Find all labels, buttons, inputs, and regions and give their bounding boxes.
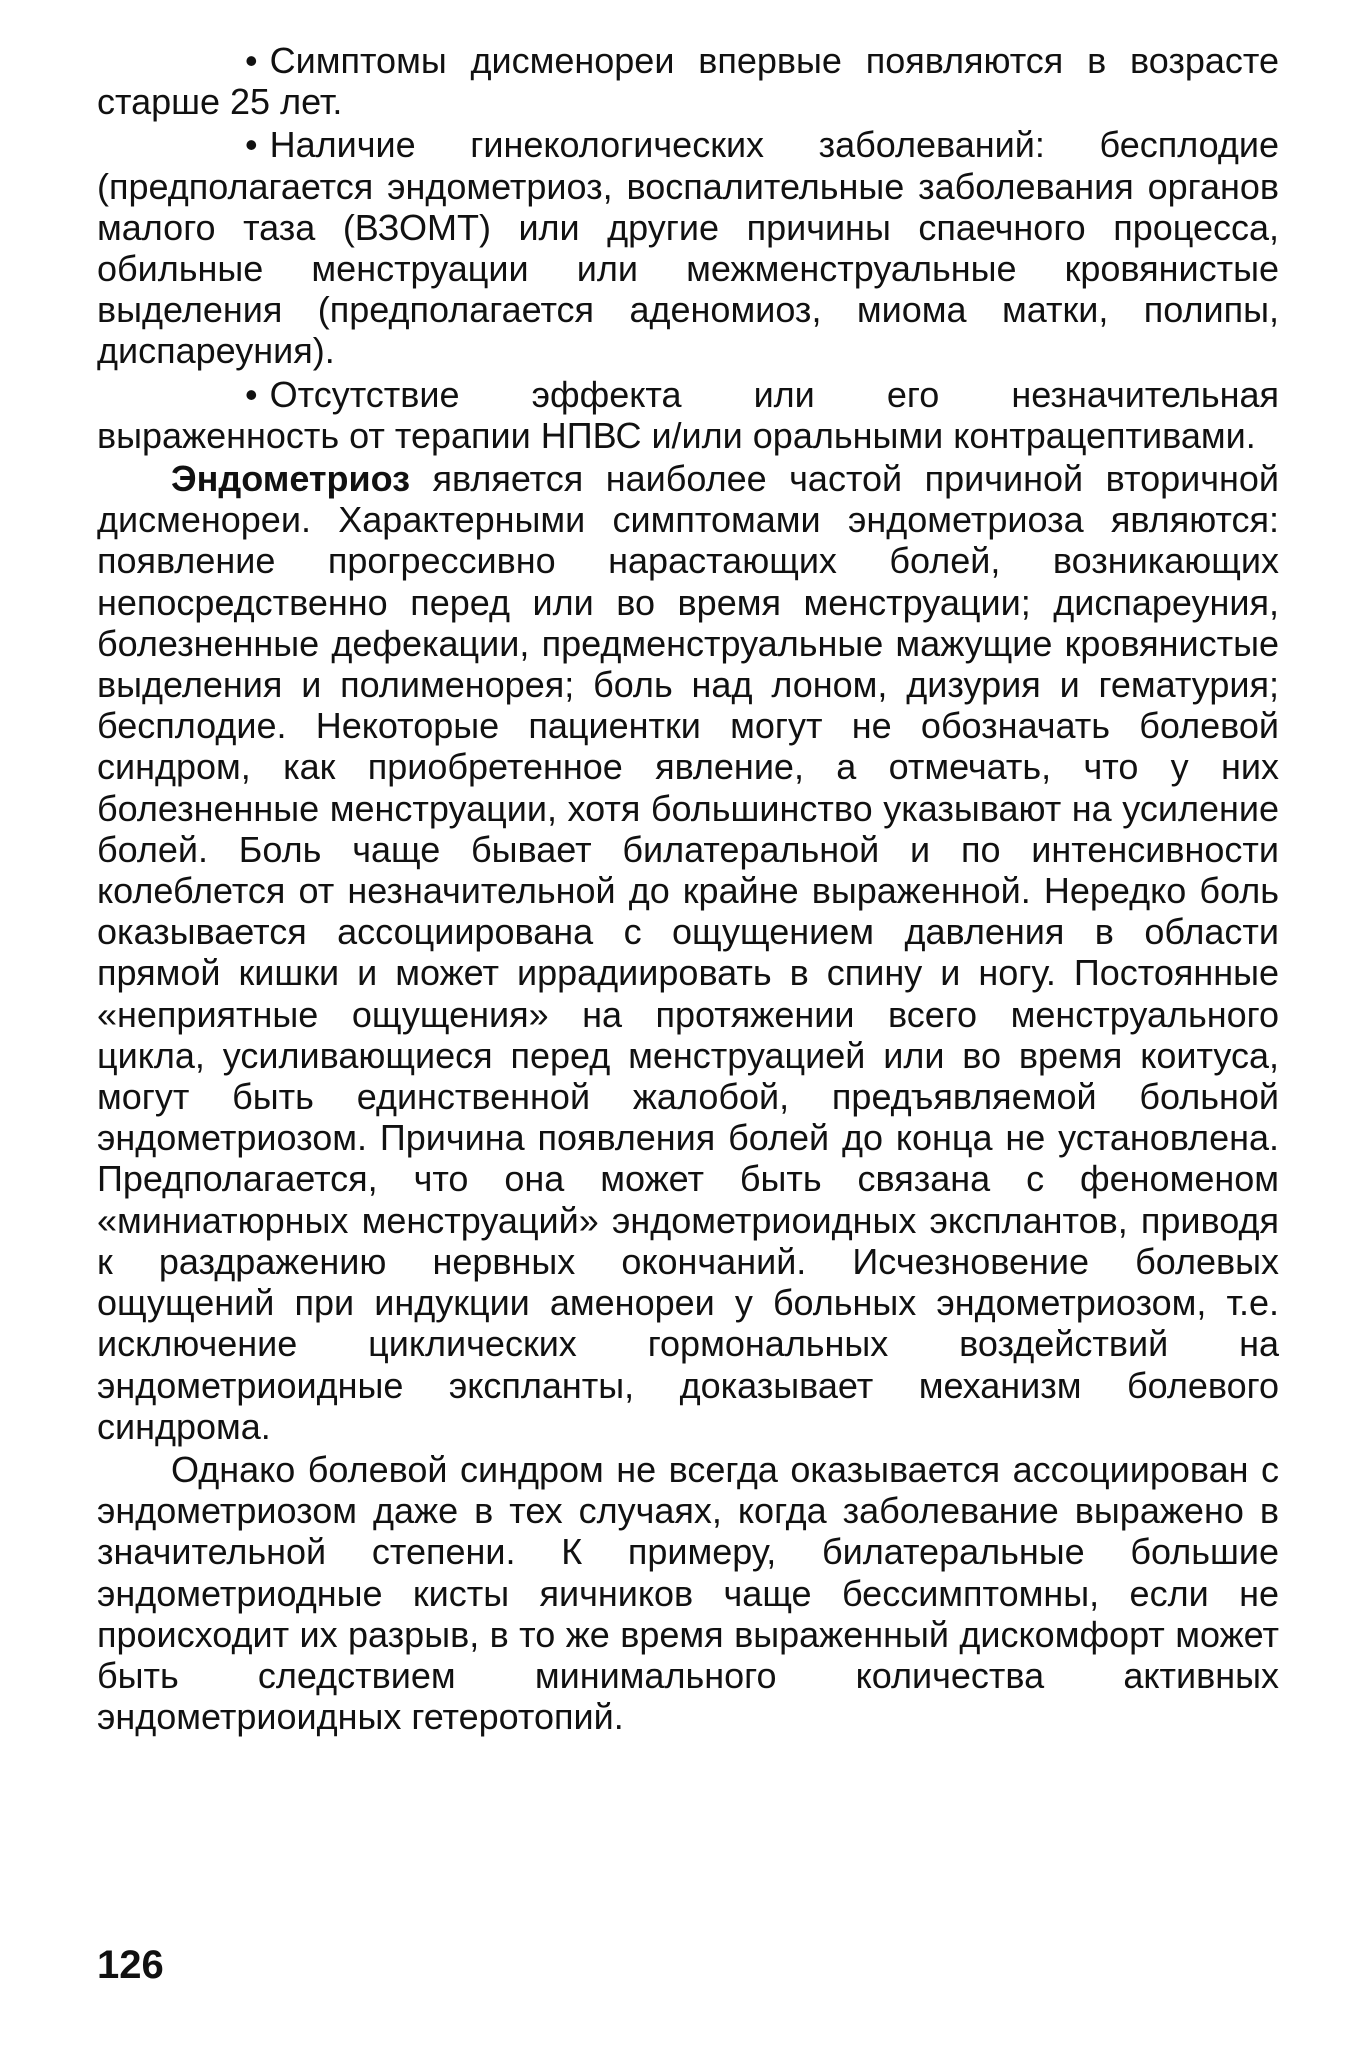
bullet-marker: • [245, 40, 258, 81]
bullet-item-gynecologic-diseases [97, 124, 1279, 371]
bullet-marker: • [245, 124, 258, 166]
closing-paragraph-text: Однако болевой синдром не всегда оказывается ассоциирован с эндометриозом даже в тех случаях, когда заболевание выражено в значительной степени. К примеру, билатеральные большие эндометриодные кисты яичников чаще бессимптомны, если не происходит их разрыв, в то же время выраженный дискомфорт может быть следствием минимального количества активных эндометриоидных гетеротопий. [97, 1448, 1279, 1738]
endometriosis-paragraph [97, 458, 1279, 1447]
bullet-text: Отсутствие эффекта или его незначительная выраженность от терапии НПВС и/или оральными контрацептивами. [97, 373, 1279, 456]
endometriosis-paragraph-text: является наиболее частой причиной вторичной дисменореи. Характерными симптомами эндометриоза являются: появление прогрессивно нарастающих болей, возникающих непосредственно перед или во время менструации; диспареуния, болезненные дефекации, предменструальные мажущие кровянистые выделения и полименорея; боль над лоном, дизурия и гематурия; бесплодие. Некоторые пациентки могут не обозначать болевой синдром, как приобретенное явление, а отмечать, что у них болезненные менструации, хотя большинство указывают на усиление болей. Боль чаще бывает билатеральной и по интенсивности колеблется от незначительной до крайне выраженной. Нередко боль оказывается ассоциирована с ощущением давления в области прямой кишки и может иррадиировать в спину и ногу. Постоянные «неприятные ощущения» на протяжении всего менструального цикла, усиливающиеся перед менструацией или во время коитуса, могут быть единственной жалобой, предъявляемой больной эндометриозом. Причина появления болей до конца не установлена. Предполагается, что она может быть связана с феноменом «миниатюрных менструаций» эндометриоидных эксплантов, приводя к раздражению нервных окончаний. Исчезновение болевых ощущений при индукции аменореи у больных эндометриозом, т.е. исключение циклических гормональных воздействий на эндометриоидные экспланты, доказывает механизм болевого синдрома. [97, 458, 1279, 1447]
page-number: 126 [97, 1943, 164, 1987]
endometriosis-term: Эндометриоз [171, 458, 411, 500]
bullet-item-therapy-effect [97, 374, 1279, 456]
bullet-marker: • [245, 373, 258, 415]
closing-paragraph [97, 1449, 1279, 1737]
bullet-item-onset-age [97, 40, 1279, 122]
page-text-block [97, 40, 1279, 1737]
bullet-text: Наличие гинекологических заболеваний: бесплодие (предполагается эндометриоз, воспалительные заболевания органов малого таза (ВЗОМТ) или другие причины спаечного процесса, обильные менструации или межменструальные кровянистые выделения (предполагается аденомиоз, миома матки, полипы, диспареуния). [97, 124, 1279, 372]
bullet-text: Симптомы дисменореи впервые появляются в возрасте старше 25 лет. [97, 40, 1279, 123]
